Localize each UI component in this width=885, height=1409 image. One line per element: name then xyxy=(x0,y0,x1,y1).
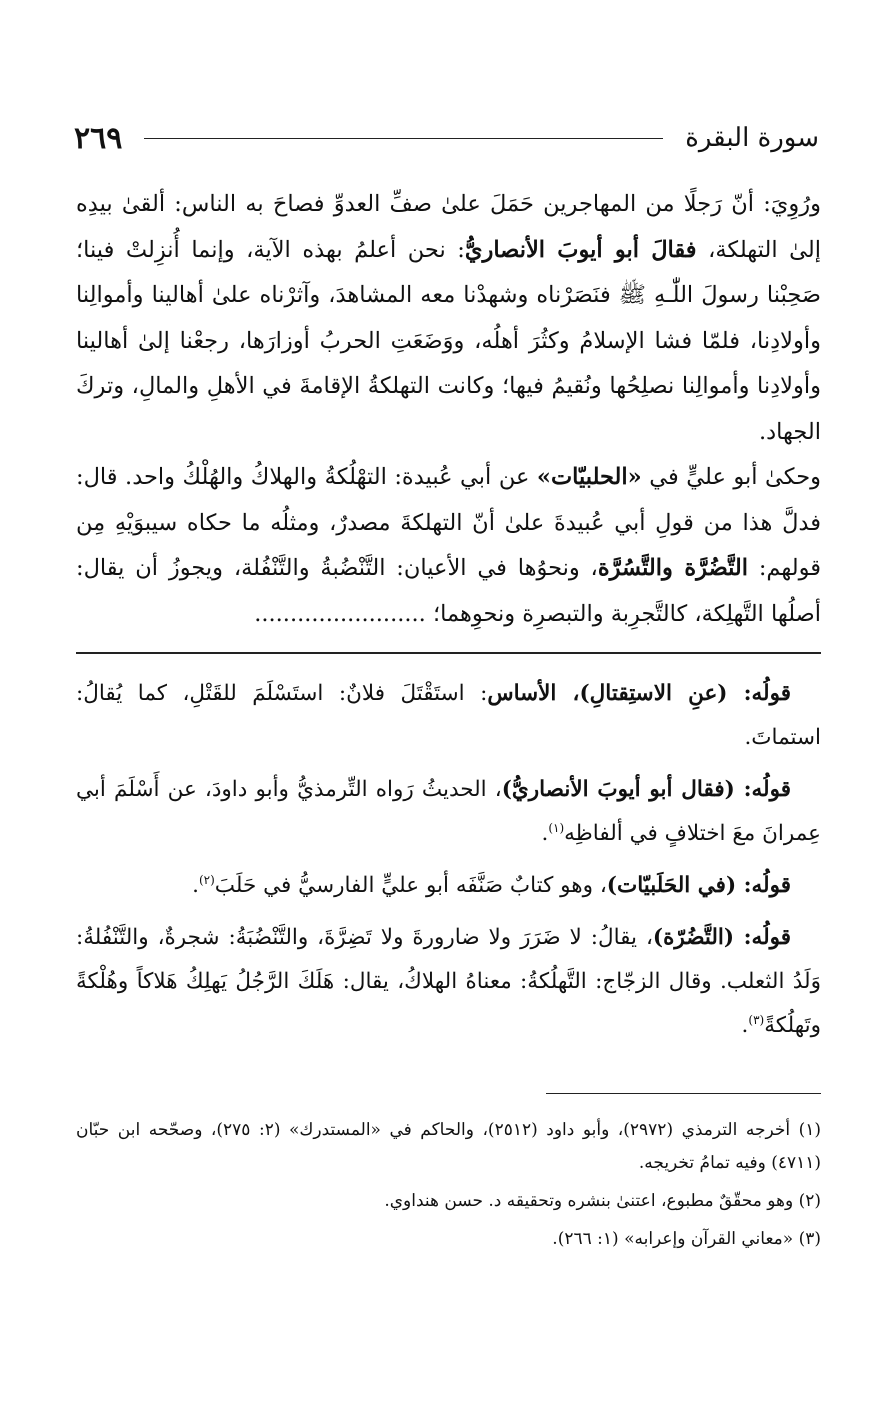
commentary-paragraph xyxy=(76,768,821,856)
text-run: : نحن أعلمُ بهذه الآية، وإنما أُنزِلتْ فينا؛ صَحِبْنا رسولَ اللّٰـهِ ﷺ فنَصَرْناه وشهدْنا معه المشاهدَ، وآثرْناه علىٰ أهالينا وأموالِنا وأولادِنا، فلمّا فشا الإسلامُ وكثُرَ أهلُه، ووَضَعَتِ الحربُ أوزارَها، رجعْنا إلىٰ أهالينا وأولادِنا وأموالِنا نصلِحُها ونُقيمُ فيها؛ وكانت التهلكةُ الإقامةَ في الأهلِ والمالِ، وتركَ الجهاد. xyxy=(76,236,821,445)
section-divider xyxy=(76,652,821,654)
punctuation: . xyxy=(192,873,199,898)
commentary-paragraph xyxy=(76,672,821,760)
header-rule xyxy=(144,138,663,139)
commentary-text: : استَقْتَلَ فلانٌ: استَسْلَمَ للقَتْلِ، كما يُقالُ: استماتَ. xyxy=(76,681,821,750)
page-number: ٢٦٩ xyxy=(74,120,123,156)
commentary-paragraph xyxy=(76,916,821,1048)
footnote-1: (١) أخرجه الترمذي (٢٩٧٢)، وأبو داود (٢٥١٢)، والحاكم في «المستدرك» (٢: ٢٧٥)، وصحّحه ابن حبّان (٤٧١١) وفيه تمامُ تخريجه. xyxy=(76,1120,821,1173)
commentary-lemma: قولُه: (عنِ الاستِقتالِ)، الأساس xyxy=(487,681,791,706)
commentary-lemma: قولُه: (التَّضُرّة) xyxy=(652,925,791,950)
footnote-marker[interactable]: (١) xyxy=(548,820,565,835)
footnote-marker[interactable]: (٣) xyxy=(748,1012,765,1027)
commentary-text: ، الحديثُ رَواه التِّرمذيُّ وأبو داودَ، عن أَسْلَمَ أبي عِمرانَ معَ اختلافٍ في ألفاظِه xyxy=(76,777,821,846)
punctuation: . xyxy=(741,1013,749,1038)
highlighted-phrase: فقالَ أبو أيوبَ الأنصاريُّ xyxy=(464,236,697,263)
footnotes xyxy=(76,1114,821,1261)
footnote-marker[interactable]: (٢) xyxy=(198,872,215,887)
text-run: وحكىٰ أبو عليٍّ في xyxy=(641,464,821,490)
commentary-section xyxy=(76,672,821,1056)
commentary-lemma: قولُه: (فقال أبو أيوبَ الأنصاريُّ) xyxy=(501,777,791,802)
text-run: ، ونحوُها في الأعيان: التَّنْضُبةُ والتَّنْفُلة، ويجوزُ أن يقال: أصلُها التَّهلِكة، كالتَّجرِبة والتبصرِة ونحوِهما؛ ........................ xyxy=(76,555,821,627)
surah-name: سورة البقرة xyxy=(685,123,819,153)
highlighted-phrase: التَّضُرَّة والتَّسُرَّة xyxy=(597,555,748,581)
punctuation: . xyxy=(541,821,549,846)
text-run: ورُوِيَ: أنّ رَجلًا من المهاجرين حَمَلَ علىٰ صفِّ العدوِّ فصاحَ به الناس: ألقىٰ بيدِه إلىٰ التهلكة، xyxy=(76,191,821,263)
commentary-paragraph xyxy=(76,864,821,908)
footnote-divider xyxy=(546,1093,821,1094)
footnote-3: (٣) «معاني القرآن وإعرابه» (١: ٢٦٦). xyxy=(552,1229,821,1249)
commentary-text: ، يقالُ: لا ضَرَرَ ولا ضارورةَ ولا تَضِرَّةَ، والتَّنْضُبَةُ: شجرةٌ، والتَّنْفُلةُ: وَلَدُ الثعلب. وقال الزجّاج: التَّهلُكةُ: معناهُ الهلاكُ، يقال: هَلَكَ الرَّجُلُ يَهلِكُ هَلاكاً وهُلْكةً وتَهلُكةً xyxy=(76,925,821,1038)
page-header xyxy=(74,118,819,158)
book-title: «الحلبيّات» xyxy=(536,464,642,490)
main-paragraph-2 xyxy=(76,455,821,637)
main-paragraph-1 xyxy=(76,182,821,455)
commentary-text: ، وهو كتابٌ صَنَّفَه أبو عليٍّ الفارسيُّ في حَلَبَ xyxy=(214,873,607,898)
text-run: عن أبي عُبيدة: التهْلُكةُ والهلاكُ والهُلْكُ واحد. قال: فدلَّ هذا من قولِ أبي عُبيدةَ علىٰ أنّ التهلكةَ مصدرٌ، ومثلُه ما حكاه سيبوَيْهِ مِن قولهم: xyxy=(76,464,821,581)
commentary-lemma: قولُه: (في الحَلَبيّات) xyxy=(606,873,791,898)
main-text xyxy=(76,182,821,637)
footnote-2: (٢) وهو محقّقٌ مطبوع، اعتنىٰ بنشره وتحقيقه د. حسن هنداوي. xyxy=(384,1191,821,1211)
